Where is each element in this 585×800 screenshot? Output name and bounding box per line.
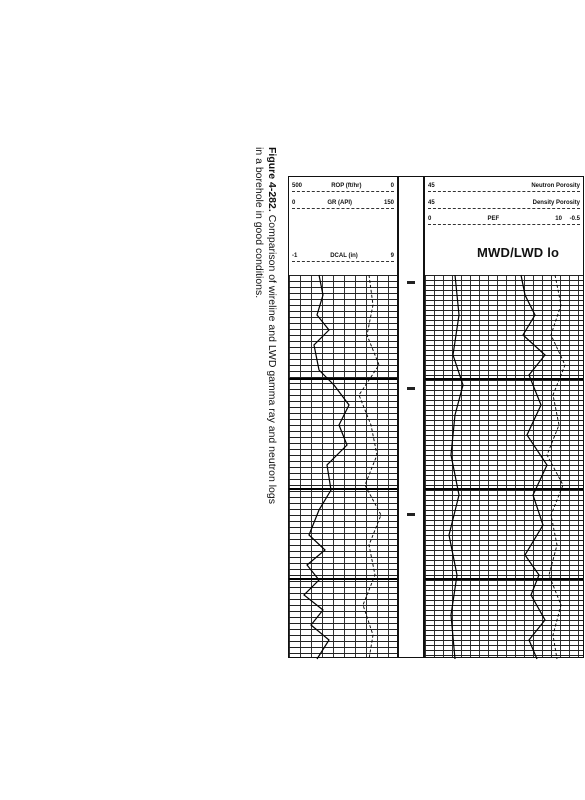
rop-right-value: 0 [390, 182, 394, 189]
pef-scale [428, 213, 580, 225]
track2-header [425, 177, 583, 276]
track1-curves [289, 275, 399, 659]
log-sheet [288, 176, 578, 658]
depth-track [398, 176, 424, 658]
dcal-scale [292, 250, 394, 262]
figure-caption [252, 147, 278, 667]
neutron-left-value: 45 [428, 182, 435, 189]
neutron-scale [428, 180, 580, 192]
gr-left-value: 0 [292, 199, 296, 206]
caption-text-line2: in a borehole in good conditions. [253, 147, 265, 299]
pef-extra-value: -0.5 [569, 215, 580, 222]
pef-label: PEF [487, 215, 500, 222]
rop-label: ROP (ft/hr) [331, 182, 362, 189]
neutron-curve [449, 275, 463, 659]
track2-curves [425, 275, 585, 659]
density-label: Density Porosity [532, 199, 580, 206]
gr-scale [292, 197, 394, 209]
rop-left-value: 500 [292, 182, 303, 189]
track1-header [289, 177, 397, 276]
gr-right-value: 150 [383, 199, 394, 206]
pef-left-value: 0 [428, 215, 432, 222]
rop-curve [359, 275, 381, 659]
depth-tick [407, 281, 415, 284]
dcal-label: DCAL (in) [330, 252, 358, 259]
track-porosity [424, 176, 584, 658]
neutron-label: Neutron Porosity [531, 182, 580, 189]
caption-figure-label: Figure 4-282. [266, 147, 278, 212]
mwd-lwd-title: MWD/LWD lo [477, 245, 560, 260]
density-left-value: 45 [428, 199, 435, 206]
track-rop-gr [288, 176, 398, 658]
caption-text: Comparison of wireline and LWD gamma ray and neutron logs [266, 211, 278, 504]
dcal-left-value: -1 [292, 252, 298, 259]
pef-curve [547, 275, 565, 659]
density-scale [428, 197, 580, 209]
rop-scale [292, 180, 394, 192]
gr-curve [304, 275, 349, 659]
pef-right-value: 10 [555, 215, 562, 222]
dcal-right-value: 9 [390, 252, 394, 259]
gr-label: GR (API) [327, 199, 352, 206]
pef-right-group [555, 216, 580, 222]
depth-tick [407, 387, 415, 390]
depth-tick [407, 513, 415, 516]
density-curve [521, 275, 547, 659]
